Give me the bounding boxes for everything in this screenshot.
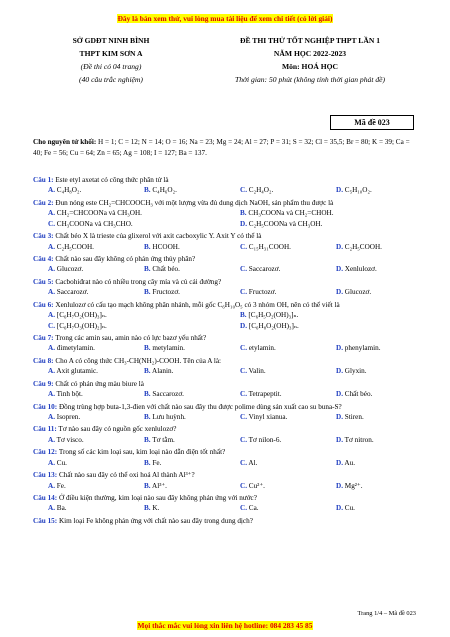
option-letter: D. [336,367,343,376]
answer-option [321,389,417,399]
option-letter: B. [144,265,151,274]
option-letter: C. [240,186,247,195]
answer-option [129,343,225,353]
option-text: đimetylamin. [56,344,95,353]
option-letter: A. [48,481,55,490]
answer-option [33,287,129,297]
question-item [33,447,417,468]
option-text: Ca. [248,504,259,513]
option-text: Al. [248,458,258,467]
option-letter: B. [240,209,247,218]
option-text: C₂H₄O₂. [248,186,274,195]
answer-option [225,321,417,331]
option-text: [C₆H₈O₂(OH)₃]ₙ. [248,321,299,330]
answer-option [225,310,417,320]
option-text: Tơ tằm. [152,435,175,444]
question-item [33,356,417,377]
question-number: Câu 5: [33,277,54,286]
question-stem: Xenlulozơ có cấu tạo mạch không phân nhánh, mỗi gốc C₆H₁₀O₅ có 3 nhóm OH, nên có thể viết là [53,300,340,309]
answer-option [33,321,225,331]
option-text: Tetrapeptit. [248,390,282,399]
option-letter: B. [144,435,151,444]
option-text: HCOOH. [152,242,180,251]
question-text [33,402,417,412]
option-text: C₂H₅COOH. [56,242,94,251]
answer-option [129,481,225,491]
answer-options [33,208,417,229]
option-text: C₄H₈O₂. [56,186,82,195]
answer-options [33,264,417,274]
question-stem: Đun nóng este CH₂=CHCOOCH₃ với một lượng vừa đủ dung dịch NaOH, sản phẩm thu được là [53,198,334,207]
answer-option [33,185,129,195]
option-letter: B. [240,311,247,320]
question-text [33,493,417,503]
option-text: C₂H₅COONa và CH₃OH. [248,219,323,228]
option-letter: D. [336,242,343,251]
option-text: Axit glutamic. [56,367,98,376]
atomic-mass-note [33,137,417,159]
answer-option [33,310,225,320]
answer-option [225,343,321,353]
question-text [33,424,417,434]
question-number: Câu 10: [33,402,58,411]
option-letter: A. [48,242,55,251]
answer-option [225,366,321,376]
question-text [33,198,417,208]
atomic-mass-label: Cho nguyên tử khối: [33,138,97,146]
option-letter: C. [240,435,247,444]
option-letter: B. [144,367,151,376]
option-text: Au. [344,458,355,467]
answer-option [225,503,321,513]
option-text: Fe. [56,481,66,490]
answer-option [225,287,321,297]
option-text: metylamin. [152,344,185,353]
option-letter: C. [240,481,247,490]
option-text: Al³⁺. [152,481,167,490]
option-letter: D. [336,344,343,353]
question-item [33,379,417,400]
option-text: C₂H₅COOH. [344,242,382,251]
option-letter: B. [144,242,151,251]
option-text: Mg²⁺. [344,481,363,490]
question-text [33,516,417,526]
question-number: Câu 8: [33,356,54,365]
answer-options [33,481,417,491]
option-text: C₄H₆O₂. [152,186,177,195]
option-text: Alanin. [152,367,174,376]
option-text: Tơ nilon-6. [248,435,282,444]
answer-option [33,219,225,229]
option-letter: D. [336,481,343,490]
question-item [33,175,417,196]
option-text: Saccarozơ. [248,265,281,274]
answer-option [321,503,417,513]
question-text [33,254,417,264]
question-stem: Cacbohiđrat nào có nhiều trong cây mía và củ cải đường? [53,277,222,286]
option-text: C₅H₁₀O₂. [344,186,372,195]
answer-option [129,242,225,252]
option-text: Isopren. [56,412,81,421]
option-letter: A. [48,367,55,376]
question-text [33,300,417,310]
answer-option [129,366,225,376]
question-text [33,379,417,389]
answer-option [33,366,129,376]
answer-option [225,481,321,491]
option-letter: C. [240,390,247,399]
option-text: Lưu huỳnh. [152,412,186,421]
option-text: Valin. [248,367,266,376]
department-name: SỞ GDĐT NINH BÌNH [72,36,150,45]
option-letter: C. [240,367,247,376]
question-item [33,198,417,229]
option-text: Cu. [56,458,67,467]
header-left [36,34,186,86]
answer-option [33,435,129,445]
question-number: Câu 3: [33,232,54,241]
answer-option [321,287,417,297]
option-letter: C. [240,344,247,353]
question-item [33,516,417,526]
option-letter: A. [48,390,55,399]
exam-code-box: Mã đề 023 [330,115,414,130]
option-letter: C. [48,321,55,330]
duration: Thời gian: 50 phút (không tính thời gian phát đề) [234,75,386,84]
option-letter: A. [48,344,55,353]
answer-option [225,219,417,229]
question-list [33,175,417,528]
question-number: Câu 1: [33,176,54,184]
option-text: Glucozơ. [344,288,372,297]
option-letter: A. [48,209,55,218]
option-text: Cu. [344,504,355,513]
option-text: Vinyl xianua. [248,412,288,421]
option-text: Chất béo. [152,265,180,274]
question-number: Câu 7: [33,333,54,342]
answer-option [321,412,417,422]
question-count-note: (40 câu trắc nghiệm) [79,75,143,84]
option-text: C₁₅H₃₁COOH. [248,242,291,251]
question-stem: Tơ nào sau đây có nguồn gốc xenlulozơ? [56,425,177,434]
answer-option [33,412,129,422]
option-letter: D. [336,412,343,421]
option-letter: B. [144,288,151,297]
question-text [33,333,417,343]
question-number: Câu 13: [33,471,58,480]
option-letter: B. [144,344,151,353]
answer-option [33,208,225,218]
question-item [33,333,417,354]
option-text: Tơ visco. [56,435,84,444]
question-number: Câu 4: [33,254,54,263]
answer-option [129,503,225,513]
option-letter: D. [336,390,343,399]
option-letter: A. [48,412,55,421]
question-text [33,175,417,185]
answer-option [225,435,321,445]
page-count-note: (Đề thi có 04 trang) [80,62,142,71]
answer-option [321,366,417,376]
question-item [33,402,417,423]
question-number: Câu 11: [33,425,57,434]
option-text: CH₃COONa và CH₃CHO. [56,219,133,228]
subject: Môn: HOÁ HỌC [281,62,339,71]
question-text [33,470,417,480]
question-item [33,424,417,445]
answer-option [33,264,129,274]
option-text: Fructozơ. [152,288,180,297]
option-letter: D. [240,219,247,228]
option-letter: A. [48,458,55,467]
answer-options [33,458,417,468]
answer-option [321,458,417,468]
answer-option [129,412,225,422]
answer-options [33,310,417,331]
option-text: Ba. [56,504,67,513]
answer-option [129,389,225,399]
question-stem: Đồng trùng hợp buta-1,3-đien với chất nào sau đây thu được polime dùng sản xuất cao su buna-S? [57,402,342,411]
answer-option [129,185,225,195]
option-text: CH₃COONa và CH₂=CHOH. [248,209,334,218]
answer-options [33,366,417,376]
option-letter: A. [48,265,55,274]
answer-option [33,458,129,468]
option-letter: B. [144,412,151,421]
answer-option [321,343,417,353]
answer-option [225,264,321,274]
option-text: Stiren. [344,412,364,421]
question-stem: Cho A có công thức CH₃-CH(NH₂)-COOH. Tên của A là: [53,356,222,365]
answer-option [321,242,417,252]
answer-option [129,458,225,468]
option-letter: D. [336,435,343,444]
answer-options [33,343,417,353]
question-stem: Chất có phản ứng màu biure là [53,379,144,388]
question-item [33,231,417,252]
option-text: CH₂=CHCOONa và CH₃OH. [56,209,142,218]
option-text: Cu²⁺. [248,481,265,490]
header-right [206,34,414,86]
option-letter: C. [240,504,247,513]
question-number: Câu 6: [33,300,54,309]
option-letter: A. [48,288,55,297]
option-text: Glucozơ. [56,265,84,274]
answer-option [33,481,129,491]
option-letter: D. [240,321,247,330]
answer-option [129,287,225,297]
answer-options [33,185,417,195]
question-stem: Chất nào sau đây không có phản ứng thủy phân? [53,254,196,263]
option-letter: D. [336,458,343,467]
answer-option [33,242,129,252]
question-item [33,277,417,298]
hotline-footer: Mọi thắc mắc vui lòng xin liên hệ hotline: 084 283 45 85 [137,621,313,630]
atomic-mass-values: H = 1; C = 12; N = 14; O = 16; Na = 23; Mg = 24; Al = 27; P = 31; S = 32; Cl = 35,5; Br = 80; K = 39; Ca = 40; Fe = 56; Cu = 64; Zn = 65; Ag = 108; I = 127; Ba = 137. [33,138,410,157]
answer-options [33,503,417,513]
question-stem: Ở điều kiện thường, kim loại nào sau đây không phản ứng với nước? [57,493,257,502]
answer-option [321,264,417,274]
answer-options [33,389,417,399]
question-item [33,493,417,514]
school-name: THPT KIM SƠN A [79,49,143,58]
option-letter: A. [48,186,55,195]
answer-option [33,389,129,399]
answer-option [225,389,321,399]
question-number: Câu 12: [33,448,58,457]
option-text: Saccarozơ. [152,390,184,399]
question-number: Câu 14: [33,493,58,502]
question-number: Câu 15: [33,516,58,525]
option-letter: D. [336,186,343,195]
answer-option [225,458,321,468]
question-item [33,300,417,331]
option-letter: C. [240,265,247,274]
option-letter: A. [48,504,55,513]
option-letter: B. [144,458,151,467]
option-text: [C₆H₇O₂(OH)₃]ₙ. [56,311,107,320]
option-text: Saccarozơ. [56,288,89,297]
preview-banner: Đây là bản xem thử, vui lòng mua tài liệu để xem chi tiết (có lời giải) [117,14,333,23]
option-letter: A. [48,311,55,320]
school-year: NĂM HỌC 2022-2023 [273,49,347,58]
answer-options [33,287,417,297]
answer-option [225,242,321,252]
answer-options [33,412,417,422]
question-text [33,447,417,457]
option-letter: C. [240,242,247,251]
option-text: Tơ nitron. [344,435,374,444]
option-letter: B. [144,390,151,399]
answer-options [33,435,417,445]
answer-options [33,242,417,252]
option-letter: A. [48,435,55,444]
answer-option [33,503,129,513]
question-item [33,470,417,491]
option-text: Fe. [152,458,162,467]
question-text [33,277,417,287]
question-stem: Trong các amin sau, amin nào có lực bazơ yếu nhất? [53,333,207,342]
page-number: Trang 1/4 – Mã đề 023 [357,610,416,617]
option-letter: C. [240,412,247,421]
option-letter: C. [240,458,247,467]
option-text: K. [152,504,160,513]
question-item [33,254,417,275]
answer-option [321,481,417,491]
option-letter: C. [240,288,247,297]
question-stem: Chất béo X là trieste của glixerol với axit cacboxylic Y. Axit Y có thể là [53,232,262,241]
option-text: Glyxin. [344,367,367,376]
question-text [33,231,417,241]
answer-option [225,208,417,218]
option-letter: D. [336,265,343,274]
answer-option [321,185,417,195]
answer-option [225,412,321,422]
question-text [33,356,417,366]
question-stem: Trong số các kim loại sau, kim loại nào dẫn điện tốt nhất? [57,448,226,457]
answer-option [321,435,417,445]
answer-option [129,435,225,445]
answer-option [33,343,129,353]
question-number: Câu 2: [33,198,54,207]
option-letter: D. [336,504,343,513]
option-text: Tinh bột. [56,390,83,399]
option-text: Chất béo. [344,390,373,399]
option-text: phenylamin. [344,344,381,353]
question-stem: Chất nào sau đây có thể oxi hoá Al thành Al³⁺? [57,471,195,480]
option-letter: B. [144,504,151,513]
question-number: Câu 9: [33,379,54,388]
option-letter: B. [144,481,151,490]
option-text: [C₆H₇O₃(OH)₂]ₙ. [56,321,107,330]
option-text: [C₆H₅O₂(OH)₃]ₙ. [248,311,299,320]
option-text: etylamin. [248,344,276,353]
option-text: Fructozơ. [248,288,277,297]
answer-option [129,264,225,274]
question-stem: Kim loại Fe không phản ứng với chất nào sau đây trong dung dịch? [57,516,253,525]
option-letter: B. [144,186,151,195]
answer-option [225,185,321,195]
option-letter: D. [336,288,343,297]
option-text: Xenlulozơ. [344,265,377,274]
option-letter: C. [48,219,55,228]
exam-title: ĐỀ THI THỬ TỐT NGHIỆP THPT LẦN 1 [239,36,381,45]
question-stem: Este etyl axetat có công thức phân tử là [53,176,169,184]
